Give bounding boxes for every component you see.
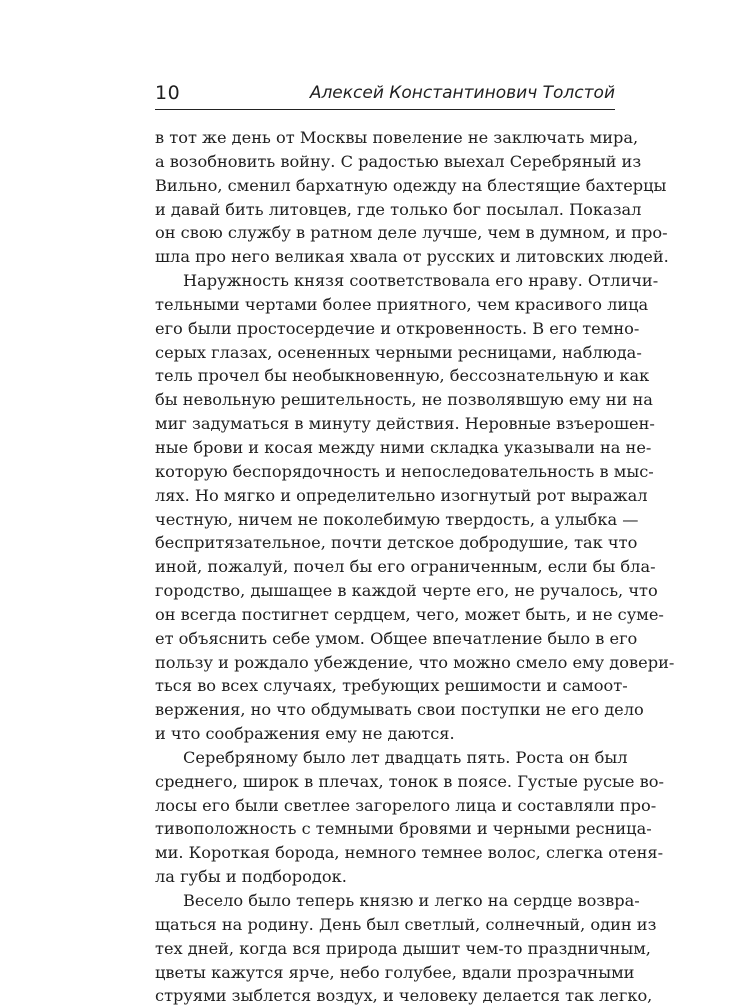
text-line: честную, ничем не поколебимую твердость, а улыбка —	[155, 509, 639, 529]
book-page	[155, 78, 675, 1006]
text-line: тельными чертами более приятного, чем красивого лица	[155, 294, 649, 314]
text-line: а возобновить войну. С радостью выехал Серебряный из	[155, 151, 642, 171]
header-rule	[155, 109, 615, 110]
paragraph	[155, 889, 657, 1008]
text-line: ла губы и подбородок.	[155, 867, 347, 887]
text-line: щаться на родину. День был светлый, солнечный, один из	[155, 914, 657, 934]
text-line: бы невольную решительность, не позволявшую ему ни на	[155, 390, 653, 410]
text-line: Наружность князя соответствовала его нраву. Отличи-	[183, 271, 659, 291]
text-line: серых глазах, осененных черными ресницами, наблюда-	[155, 342, 642, 362]
text-line: иной, пожалуй, почел бы его ограниченным, если бы бла-	[155, 557, 656, 577]
text-line: Весело было теперь князю и легко на сердце возвра-	[183, 891, 640, 910]
text-line: Серебряному было лет двадцать пять. Роста он был	[183, 747, 628, 767]
paragraph	[155, 269, 675, 746]
text-line: городство, дышащее в каждой черте его, не ручалось, что	[155, 581, 658, 601]
text-line: вержения, но что обдумывать свои поступки не его дело	[155, 700, 644, 720]
text-line: тель прочел бы необыкновенную, бессознательную и как	[155, 366, 650, 386]
text-line: ные брови и косая между ними складка указывали на не-	[155, 437, 652, 457]
running-title: Алексей Константинович Толстой	[309, 83, 615, 103]
text-line: лях. Но мягко и определительно изогнутый рот выражал	[155, 485, 648, 505]
text-line: среднего, широк в плечах, тонок в поясе. Густые русые во-	[155, 771, 664, 791]
text-line: пользу и рождало убеждение, что можно смело ему довери-	[155, 652, 675, 672]
text-line: его были простосердечие и откровенность. В его темно-	[155, 318, 640, 338]
text-line: миг задуматься в минуту действия. Неровные взъерошен-	[155, 414, 655, 434]
paragraph	[155, 746, 664, 889]
text-line: цветы кажутся ярче, небо голубее, вдали прозрачными	[155, 962, 635, 982]
body-text	[155, 126, 675, 1008]
text-line: беспритязательное, почти детское добродушие, так что	[155, 533, 638, 553]
text-line: ться во всех случаях, требующих решимости и самоот-	[155, 676, 628, 696]
text-line: и что соображения ему не даются.	[155, 724, 455, 744]
text-line: струями зыблется воздух, и человеку делается так легко,	[155, 986, 653, 1006]
text-line: Вильно, сменил бархатную одежду на блестящие бахтерцы	[155, 175, 667, 195]
paragraph	[155, 126, 669, 269]
text-line: шла про него великая хвала от русских и литовских людей.	[155, 247, 669, 267]
text-line: тех дней, когда вся природа дышит чем-то праздничным,	[155, 938, 651, 958]
text-line: лосы его были светлее загорелого лица и составляли про-	[155, 795, 657, 815]
running-head	[155, 78, 615, 108]
text-line: в тот же день от Москвы повеление не заключать мира,	[155, 128, 639, 147]
page-number: 10	[155, 82, 181, 104]
text-line: которую беспорядочность и непоследовательность в мыс-	[155, 461, 654, 481]
text-line: тивоположность с темными бровями и черными ресница-	[155, 819, 652, 839]
text-line: и давай бить литовцев, где только бог посылал. Показал	[155, 199, 642, 219]
text-line: он свою службу в ратном деле лучше, чем в думном, и про-	[155, 223, 668, 243]
text-line: он всегда постигнет сердцем, чего, может быть, и не суме-	[155, 604, 664, 624]
text-line: ет объяснить себе умом. Общее впечатление было в его	[155, 628, 638, 648]
text-line: ми. Короткая борода, немного темнее волос, слегка отеня-	[155, 843, 664, 863]
